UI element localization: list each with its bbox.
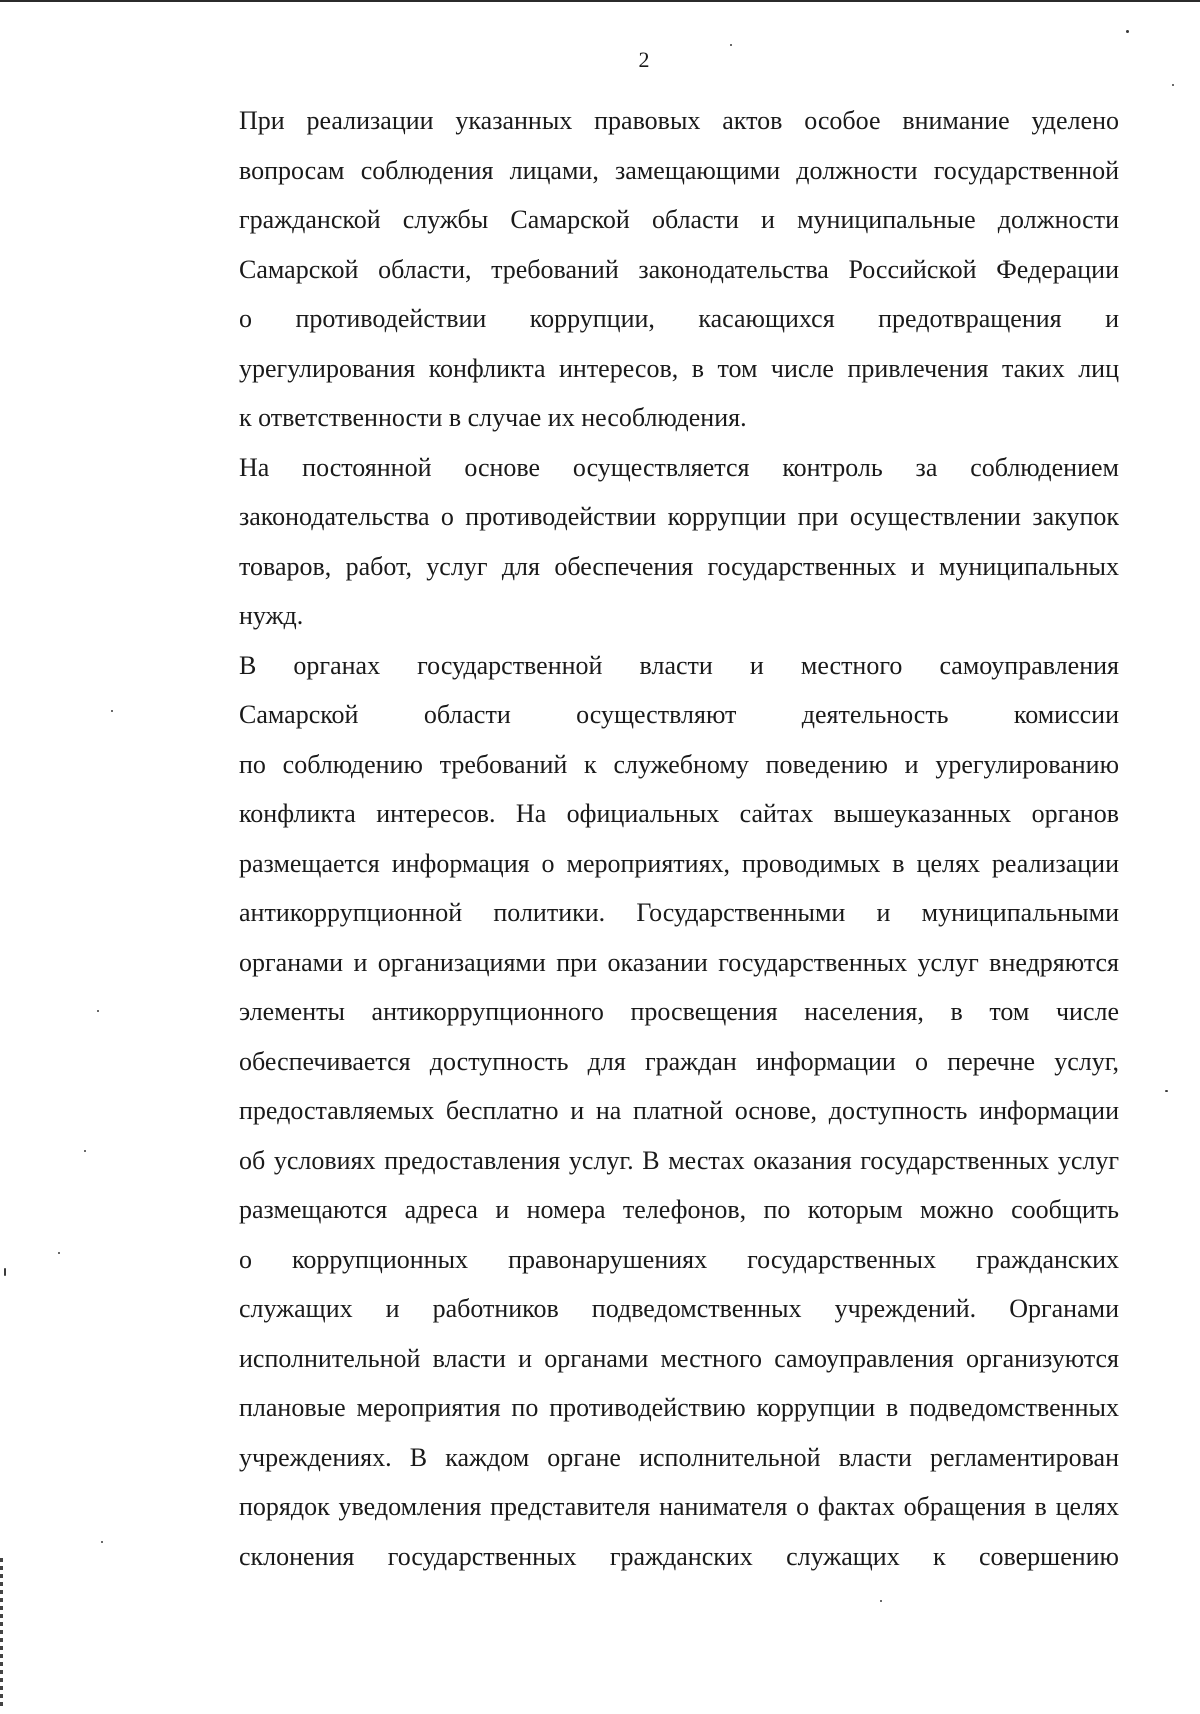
- document-body: [169, 96, 1119, 1581]
- text-line: о противодействии коррупции, касающихся предотвращения и: [239, 304, 1119, 333]
- scan-speck: [84, 1150, 86, 1152]
- text-line: нужд.: [239, 601, 304, 630]
- text-line: В органах государственной власти и местного самоуправления: [239, 650, 1119, 680]
- text-line: служащих и работников подведомственных учреждений. Органами: [239, 1294, 1119, 1323]
- scan-speck: [111, 710, 113, 712]
- scan-speck: [4, 1268, 6, 1276]
- text-line: антикоррупционной политики. Государственными и муниципальными: [239, 898, 1119, 927]
- text-line: учреждениях. В каждом органе исполнительной власти регламентирован: [239, 1442, 1119, 1472]
- text-line: вопросам соблюдения лицами, замещающими должности государственной: [239, 155, 1119, 185]
- text-line: товаров, работ, услуг для обеспечения государственных и муниципальных: [239, 551, 1119, 581]
- text-line: исполнительной власти и органами местного самоуправления организуются: [239, 1343, 1119, 1373]
- text-line: урегулирования конфликта интересов, в том числе привлечения таких лиц: [239, 353, 1119, 383]
- scan-speck: [880, 1600, 882, 1602]
- text-line: порядок уведомления представителя нанимателя о фактах обращения в целях: [239, 1492, 1119, 1521]
- scan-speck: [1172, 84, 1174, 86]
- text-line: элементы антикоррупционного просвещения населения, в том числе: [239, 997, 1119, 1026]
- scan-speck: [58, 1252, 60, 1254]
- paragraph-3: [169, 641, 1119, 1582]
- text-line: обеспечивается доступность для граждан информации о перечне услуг,: [239, 1046, 1119, 1076]
- text-line: Самарской области, требований законодательства Российской Федерации: [239, 254, 1119, 284]
- text-line: к ответственности в случае их несоблюдения.: [239, 403, 747, 432]
- text-line: по соблюдению требований к служебному поведению и урегулированию: [239, 749, 1119, 779]
- scan-speck: [1126, 30, 1129, 33]
- scan-speck: [730, 44, 732, 46]
- text-line: размещаются адреса и номера телефонов, по которым можно сообщить: [239, 1195, 1119, 1224]
- paragraph-2: [169, 443, 1119, 641]
- scan-speck: [1165, 1090, 1168, 1092]
- scan-speck: [101, 1541, 103, 1543]
- text-line: органами и организациями при оказании государственных услуг внедряются: [239, 947, 1119, 977]
- scan-top-edge: [0, 0, 1200, 2]
- text-line: об условиях предоставления услуг. В местах оказания государственных услуг: [239, 1145, 1119, 1175]
- scan-left-edge: [0, 1558, 3, 1708]
- text-line: плановые мероприятия по противодействию коррупции в подведомственных: [239, 1393, 1119, 1422]
- paragraph-1: [169, 96, 1119, 443]
- text-line: конфликта интересов. На официальных сайтах вышеуказанных органов: [239, 799, 1119, 828]
- text-line: При реализации указанных правовых актов особое внимание уделено: [239, 106, 1119, 135]
- page-number: 2: [638, 47, 650, 72]
- text-line: размещается информация о мероприятиях, проводимых в целях реализации: [239, 848, 1119, 878]
- text-line: На постоянной основе осуществляется контроль за соблюдением: [239, 452, 1119, 482]
- text-line: гражданской службы Самарской области и муниципальные должности: [239, 205, 1119, 234]
- text-line: Самарской области осуществляют деятельность комиссии: [239, 700, 1119, 729]
- text-line: о коррупционных правонарушениях государственных гражданских: [239, 1244, 1119, 1274]
- text-line: склонения государственных гражданских служащих к совершению: [239, 1541, 1119, 1571]
- text-line: законодательства о противодействии коррупции при осуществлении закупок: [239, 502, 1119, 531]
- text-line: предоставляемых бесплатно и на платной основе, доступность информации: [239, 1096, 1119, 1125]
- scan-speck: [97, 1010, 99, 1012]
